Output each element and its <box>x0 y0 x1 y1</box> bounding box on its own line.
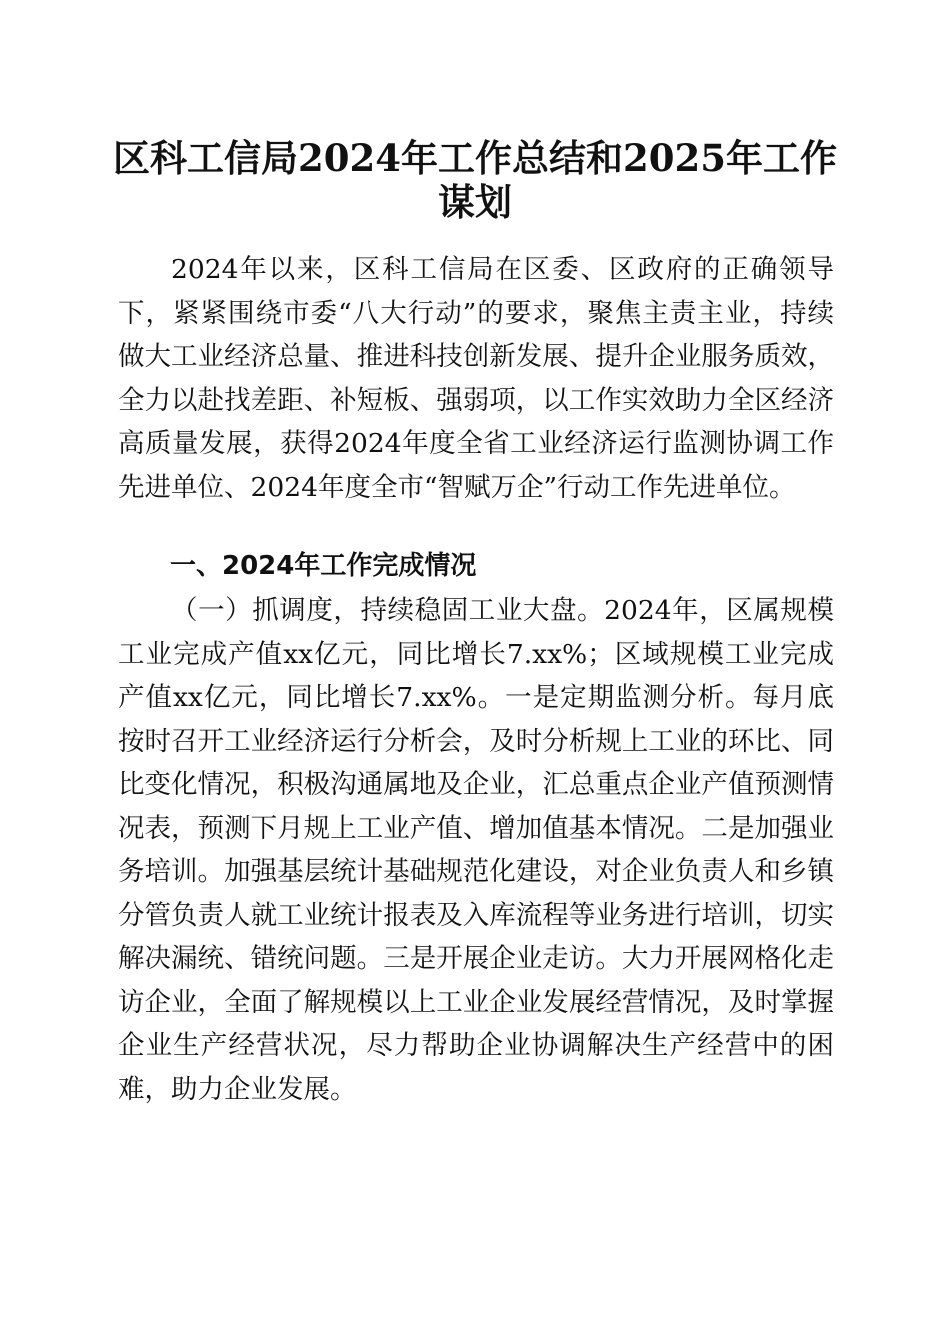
section-heading: 一、2024年工作完成情况 <box>170 551 477 581</box>
subsection-paragraph <box>118 589 834 1111</box>
intro-paragraph: 2024年以来，区科工信局在区委、区政府的正确领导下，紧紧围绕市委“八大行动”的要求，聚焦主责主业，持续做大工业经济总量、推进科技创新发展、提升企业服务质效，全力以赴找差距、补短板、强弱项，以工作实效助力全区经济高质量发展，获得2024年度全省工业经济运行监测协调工作先进单位、2024年度全市“智赋万企”行动工作先进单位。 <box>118 254 834 503</box>
document-title: 区科工信局2024年工作总结和2025年工作谋划 <box>113 136 837 224</box>
subsection-lead: （一）抓调度，持续稳固工业大盘。 <box>171 595 605 626</box>
subsection-body: 2024年，区属规模工业完成产值xx亿元，同比增长7.xx%；区域规模工业完成产值xx亿元，同比增长7.xx%。一是定期监测分析。每月底按时召开工业经济运行分析会，及时分析规上工业的环比、同比变化情况，积极沟通属地及企业，汇总重点企业产值预测情况表，预测下月规上工业产值、增加值基本情况。二是加强业务培训。加强基层统计基础规范化建设，对企业负责人和乡镇分管负责人就工业统计报表及入库流程等业务进行培训，切实解决漏统、错统问题。三是开展企业走访。大力开展网格化走访企业，全面了解规模以上工业企业发展经营情况，及时掌握企业生产经营状况，尽力帮助企业协调解决生产经营中的困难，助力企业发展。 <box>118 595 834 1105</box>
